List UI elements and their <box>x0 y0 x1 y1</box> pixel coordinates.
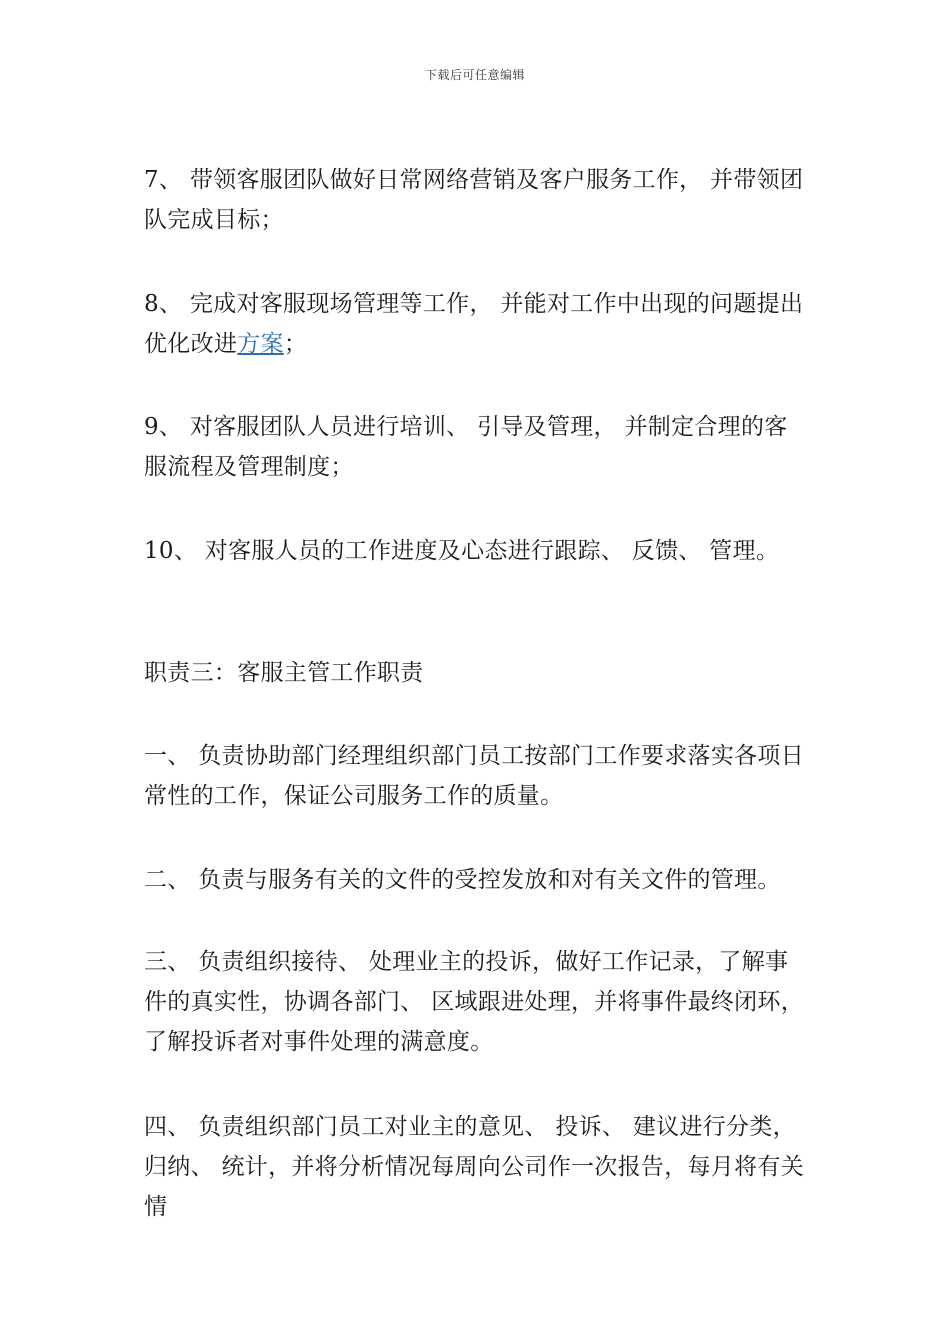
item-text: 负责组织接待、 处理业主的投诉，做好工作记录，了解事件的真实性，协调各部门、 区域跟进处理，并将事件最终闭环，了解投诉者对事件处理的满意度。 <box>144 949 805 1055</box>
list-item-8 <box>144 284 808 364</box>
item-text: 对客服团队人员进行培训、 引导及管理， 并制定合理的客服流程及管理制度； <box>144 414 788 480</box>
list-item-9 <box>144 407 808 487</box>
item-text: 完成对客服现场管理等工作， 并能对工作中出现的问题提出优化改进 <box>144 291 804 357</box>
list-item-two <box>144 860 808 900</box>
item-tail: ； <box>283 331 308 357</box>
item-number: 一、 <box>144 743 191 769</box>
item-text: 带领客服团队做好日常网络营销及客户服务工作， 并带领团队完成目标； <box>144 167 804 233</box>
list-item-three <box>144 942 808 1062</box>
item-number: 9、 <box>144 414 183 440</box>
list-item-four <box>144 1107 808 1227</box>
item-number: 8、 <box>144 291 183 317</box>
list-item-10 <box>144 531 808 571</box>
item-number: 10、 <box>144 538 198 564</box>
item-number: 7、 <box>144 167 183 193</box>
item-text: 负责协助部门经理组织部门员工按部门工作要求落实各项日常性的工作，保证公司服务工作的质量。 <box>144 743 805 809</box>
page-header: 下载后可任意编辑 <box>424 68 525 82</box>
item-number: 三、 <box>144 949 191 975</box>
item-number: 二、 <box>144 867 191 893</box>
item-text: 负责与服务有关的文件的受控发放和对有关文件的管理。 <box>190 867 781 893</box>
list-item-7 <box>144 160 808 240</box>
item-text: 对客服人员的工作进度及心态进行跟踪、 反馈、 管理。 <box>197 538 780 564</box>
item-number: 四、 <box>144 1114 191 1140</box>
plan-link[interactable]: 方案 <box>237 331 284 357</box>
list-item-one <box>144 736 808 816</box>
section-heading: 职责三：客服主管工作职责 <box>144 660 424 686</box>
item-text: 负责组织部门员工对业主的意见、 投诉、 建议进行分类，归纳、 统计，并将分析情况每周向公司作一次报告，每月将有关情 <box>144 1114 805 1220</box>
